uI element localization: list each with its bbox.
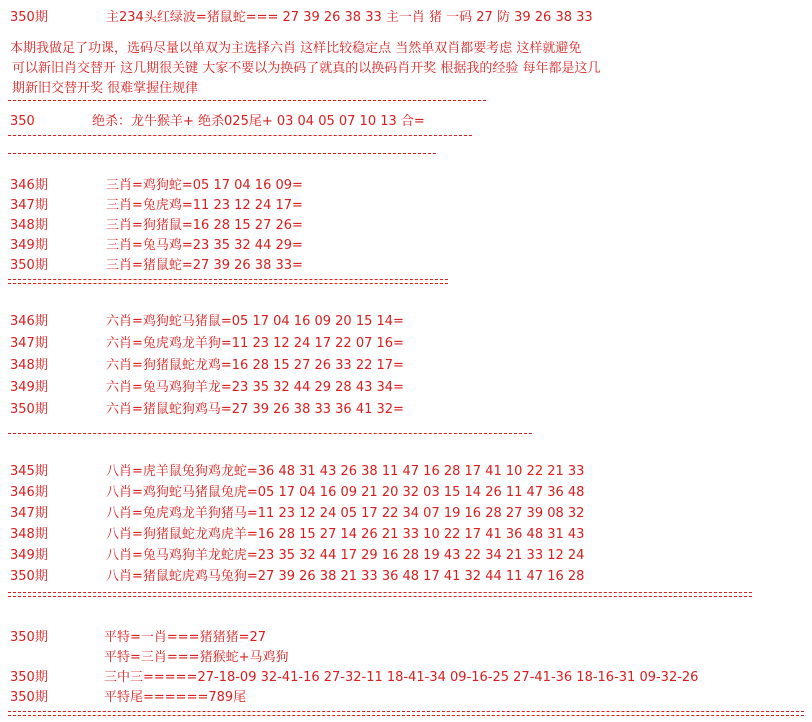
three-issue: 347期: [10, 198, 48, 213]
double-divider: [8, 279, 448, 284]
intro-line: 本期我做足了功课，选码尽量以单双为主选择六肖 这样比较稳定点 当然单双肖都要考虑 这样就避免: [10, 41, 582, 56]
six-row: 六肖=猪鼠蛇狗鸡马=27 39 26 38 33 36 41 32=: [106, 402, 404, 417]
divider: [8, 433, 532, 434]
eight-issue: 347期: [10, 506, 48, 521]
three-row: 三肖=鸡狗蛇=05 17 04 16 09=: [106, 178, 303, 193]
bottom-row: 三中三=====27-18-09 32-41-16 27-32-11 18-41-34 09-16-25 27-41-36 18-16-31 09-32-26: [104, 670, 699, 685]
six-row: 六肖=狗猪鼠蛇龙鸡=16 28 15 27 26 33 22 17=: [106, 358, 404, 373]
kill-text: 绝杀：龙牛猴羊+ 绝杀025尾+ 03 04 05 07 10 13 合=: [92, 114, 425, 129]
intro-line: 期新旧交替开奖 很难掌握住规律: [12, 81, 199, 96]
divider: [8, 153, 436, 154]
divider: [8, 135, 472, 136]
three-issue: 349期: [10, 238, 48, 253]
eight-row: 八肖=兔虎鸡龙羊狗猪马=11 23 12 24 05 17 22 34 07 19 16 28 27 39 08 32: [106, 506, 585, 521]
eight-row: 八肖=鸡狗蛇马猪鼠兔虎=05 17 04 16 09 21 20 32 03 15 14 26 11 47 36 48: [106, 485, 585, 500]
three-row: 三肖=猪鼠蛇=27 39 26 38 33=: [106, 258, 303, 273]
six-issue: 350期: [10, 402, 48, 417]
double-divider: [8, 711, 804, 716]
header-text: 主234头红绿波=猪鼠蛇=== 27 39 26 38 33 主一肖 猪 一码 27 防 39 26 38 33: [106, 10, 593, 25]
eight-row: 八肖=狗猪鼠蛇龙鸡虎羊=16 28 15 27 14 26 21 33 10 22 17 41 36 48 31 43: [106, 527, 585, 542]
bottom-issue: 350期: [10, 630, 48, 645]
three-issue: 350期: [10, 258, 48, 273]
six-row: 六肖=兔虎鸡龙羊狗=11 23 12 24 17 22 07 16=: [106, 336, 404, 351]
eight-issue: 350期: [10, 569, 48, 584]
six-issue: 346期: [10, 314, 48, 329]
six-issue: 349期: [10, 380, 48, 395]
six-row: 六肖=鸡狗蛇马猪鼠=05 17 04 16 09 20 15 14=: [106, 314, 404, 329]
eight-issue: 348期: [10, 527, 48, 542]
three-row: 三肖=兔虎鸡=11 23 12 24 17=: [106, 198, 303, 213]
bottom-issue: 350期: [10, 670, 48, 685]
eight-issue: 345期: [10, 464, 48, 479]
six-issue: 347期: [10, 336, 48, 351]
eight-row: 八肖=兔马鸡狗羊龙蛇虎=23 35 32 44 17 29 16 28 19 43 22 34 21 33 12 24: [106, 548, 585, 563]
eight-row: 八肖=猪鼠蛇虎鸡马兔狗=27 39 26 38 21 33 36 48 17 41 32 44 11 47 16 28: [106, 569, 585, 584]
kill-issue: 350: [10, 114, 35, 129]
bottom-row: 平特=一肖===猪猪猪=27: [104, 630, 267, 645]
intro-line: 可以新旧肖交替开 这几期很关键 大家不要以为换码了就真的以换码肖开奖 根据我的经验 每年都是这几: [12, 61, 601, 76]
three-issue: 348期: [10, 218, 48, 233]
six-row: 六肖=兔马鸡狗羊龙=23 35 32 44 29 28 43 34=: [106, 380, 404, 395]
three-row: 三肖=狗猪鼠=16 28 15 27 26=: [106, 218, 303, 233]
bottom-row: 平特=三肖===猪猴蛇+马鸡狗: [104, 650, 289, 665]
six-issue: 348期: [10, 358, 48, 373]
eight-issue: 346期: [10, 485, 48, 500]
double-divider: [8, 592, 752, 597]
bottom-row: 平特尾======789尾: [104, 690, 247, 705]
three-row: 三肖=兔马鸡=23 35 32 44 29=: [106, 238, 303, 253]
divider: [8, 100, 486, 101]
three-issue: 346期: [10, 178, 48, 193]
bottom-issue: 350期: [10, 690, 48, 705]
header-issue: 350期: [10, 10, 48, 25]
eight-row: 八肖=虎羊鼠兔狗鸡龙蛇=36 48 31 43 26 38 11 47 16 28 17 41 10 22 21 33: [106, 464, 585, 479]
eight-issue: 349期: [10, 548, 48, 563]
